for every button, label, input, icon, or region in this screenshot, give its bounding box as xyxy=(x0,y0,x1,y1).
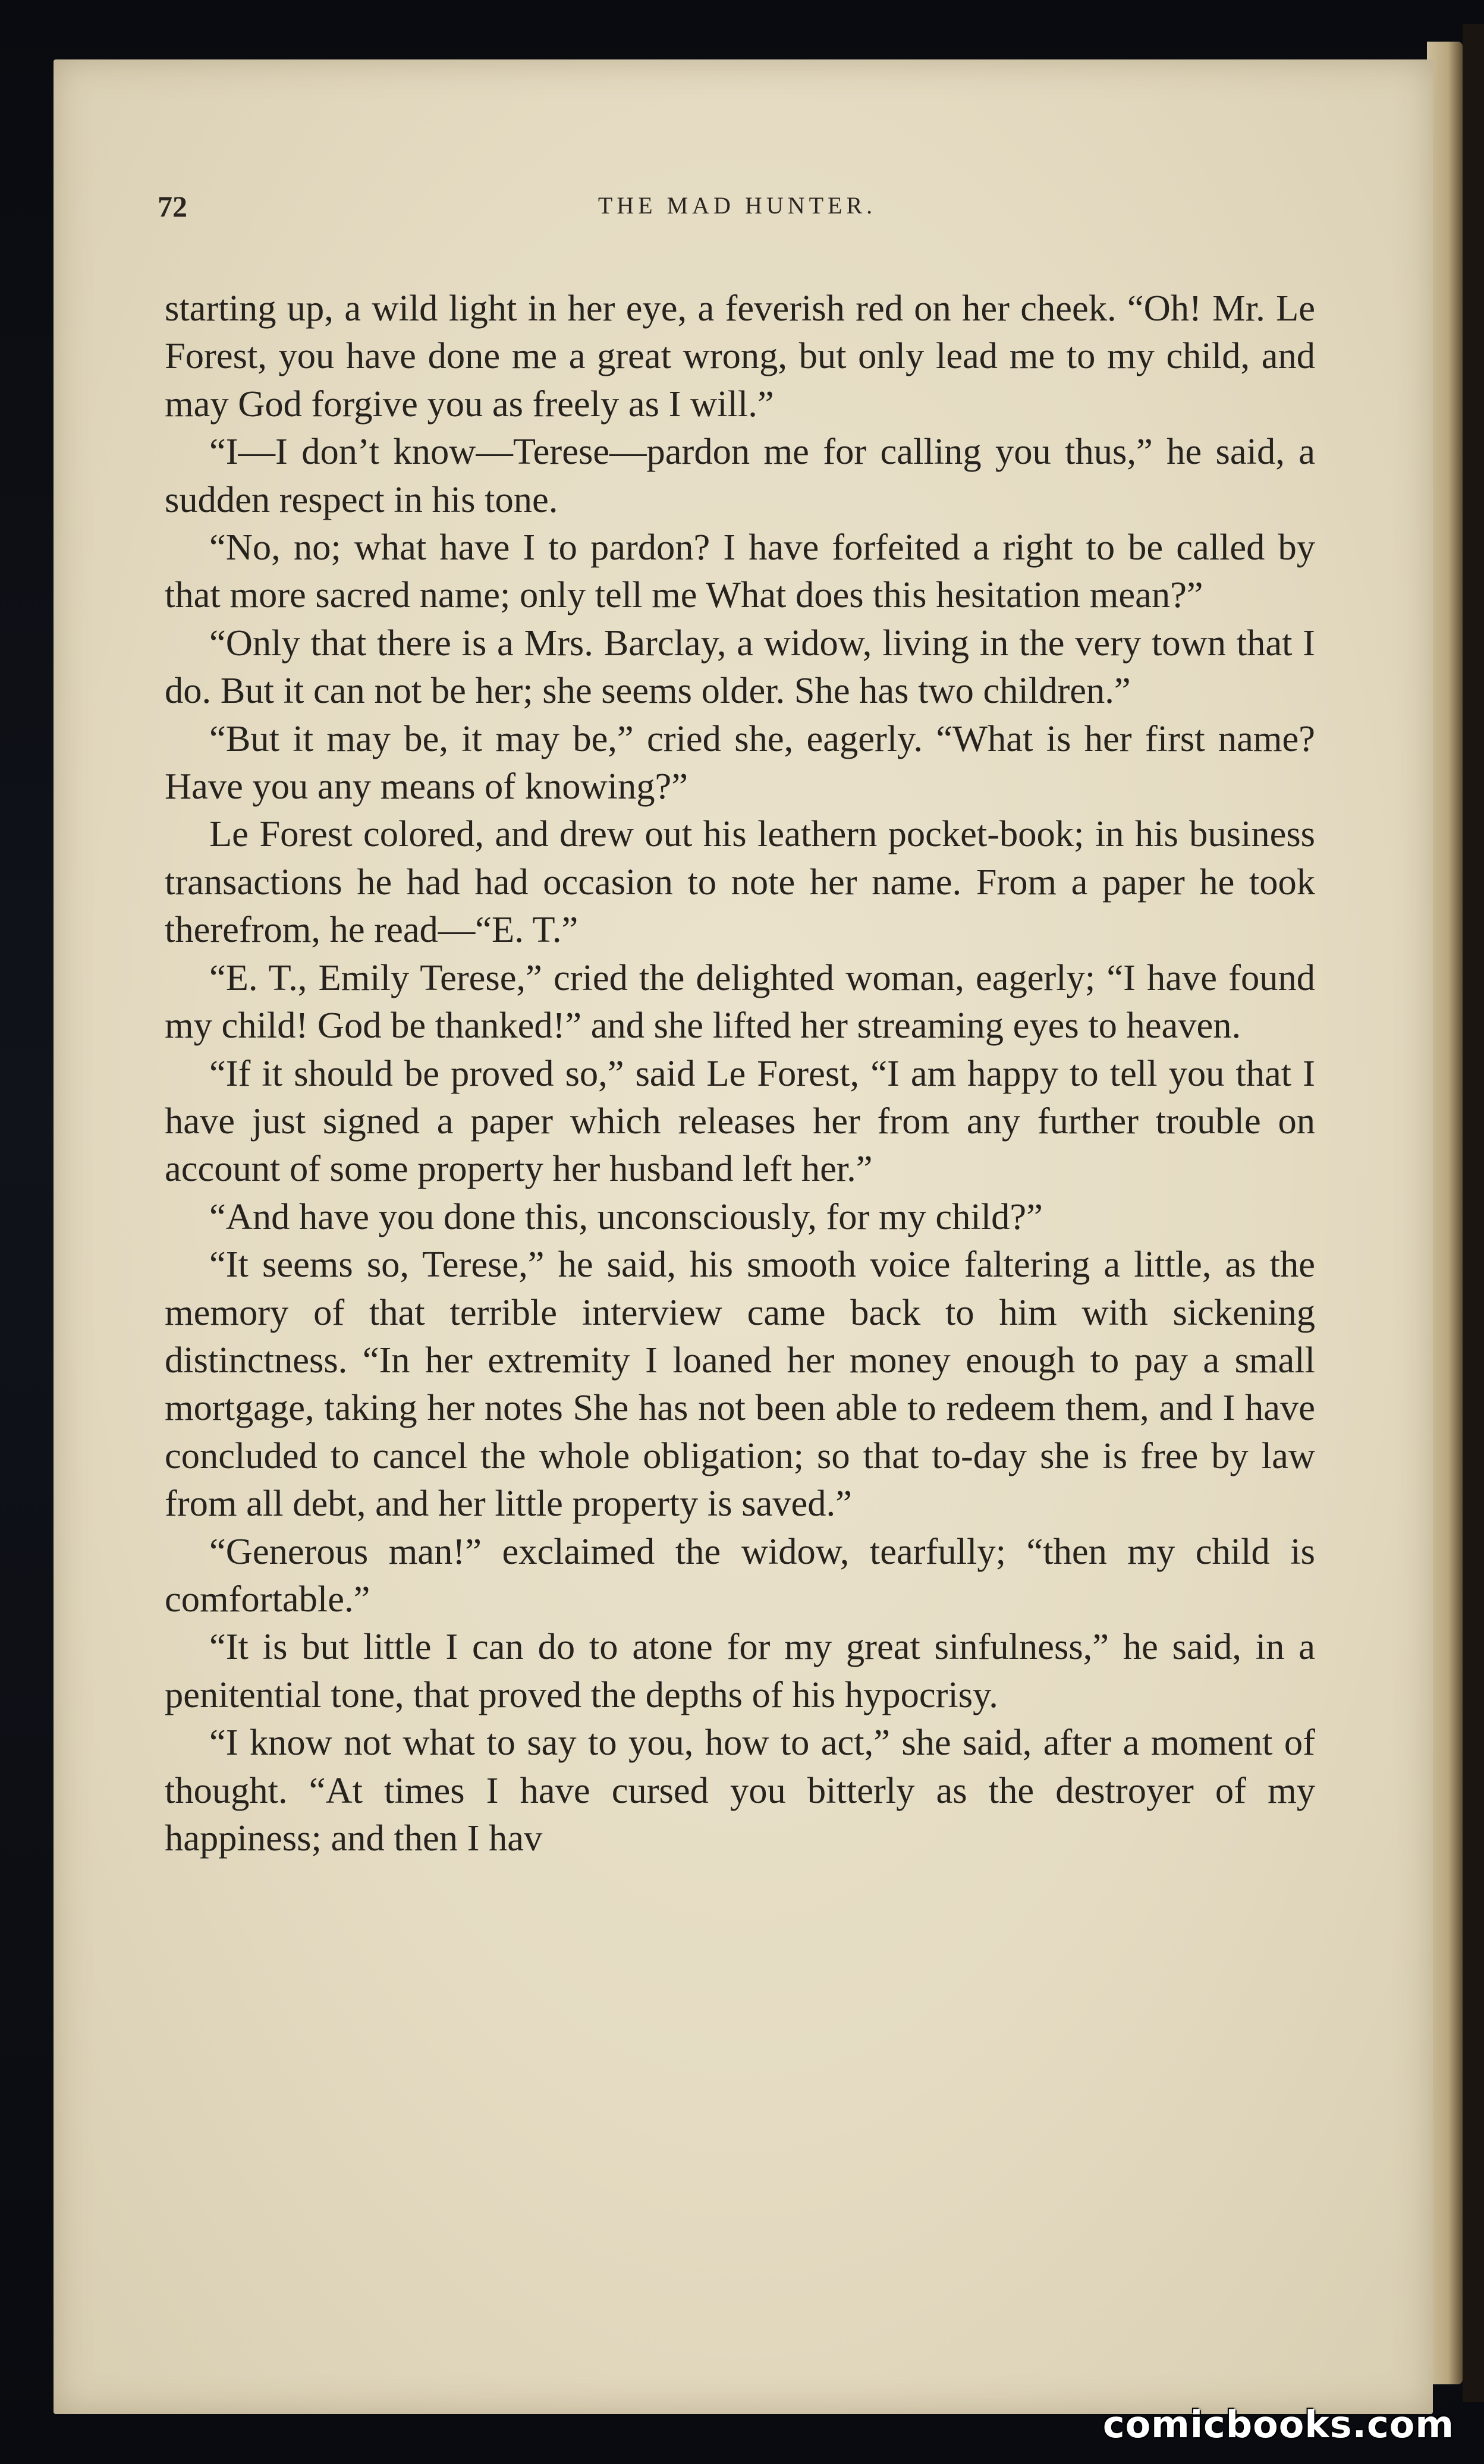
paragraph: “It seems so, Terese,” he said, his smooth voice faltering a little, as the memory of that terrible interview came back to him with sickening distinctness. “In her extremity I loaned her money enough to pay a small mortgage, taking her notes She has not been able to redeem them, and I have concluded to cancel the whole obligation; so that to-day she is free by law from all debt, and her little property is saved.” xyxy=(165,1243,1315,1525)
binding-shadow xyxy=(1463,24,1484,2402)
page-header xyxy=(158,189,1317,225)
paragraph: “And have you done this, unconsciously, for my child?” xyxy=(209,1195,1043,1237)
paragraph: “I—I don’t know—Terese—pardon me for calling you thus,” he said, a sudden respect in his tone. xyxy=(165,430,1315,520)
paragraph: “Generous man!” exclaimed the widow, tearfully; “then my child is comfortable.” xyxy=(165,1530,1315,1620)
paragraph: “E. T., Emily Terese,” cried the delighted woman, eagerly; “I have found my child! God be thanked!” and she lifted her streaming eyes to heaven. xyxy=(165,956,1315,1046)
paragraph: starting up, a wild light in her eye, a feverish red on her cheek. “Oh! Mr. Le Forest, you have done me a great wrong, but only lead me to my child, and may God forgive you as freely as I will.” xyxy=(165,287,1315,425)
paragraph: “I know not what to say to you, how to act,” she said, after a moment of thought. “At times I have cursed you bitterly as the destroyer of my happiness; and then I hav xyxy=(165,1721,1315,1859)
paragraph: “No, no; what have I to pardon? I have forfeited a right to be called by that more sacred name; only tell me What does this hesitation mean?” xyxy=(165,526,1315,616)
paragraph: “Only that there is a Mrs. Barclay, a widow, living in the very town that I do. But it can not be her; she seems older. She has two children.” xyxy=(165,621,1315,712)
paragraph: “If it should be proved so,” said Le Forest, “I am happy to tell you that I have just signed a paper which releases her from any further trouble on account of some property her husband left her.” xyxy=(165,1052,1315,1190)
paragraph: Le Forest colored, and drew out his leathern pocket-book; in his business transactions he had had occasion to note her name. From a paper he took therefrom, he read—“E. T.” xyxy=(165,813,1315,951)
page-number: 72 xyxy=(158,190,187,223)
paragraph: “It is but little I can do to atone for my great sinfulness,” he said, in a penitential tone, that proved the depths of his hypocrisy. xyxy=(165,1626,1315,1715)
paragraph: “But it may be, it may be,” cried she, eagerly. “What is her first name? Have you any means of knowing?” xyxy=(165,717,1315,807)
running-title: THE MAD HUNTER. xyxy=(598,192,877,219)
page-body xyxy=(165,284,1315,1862)
watermark: comicbooks.com xyxy=(1102,2403,1454,2446)
